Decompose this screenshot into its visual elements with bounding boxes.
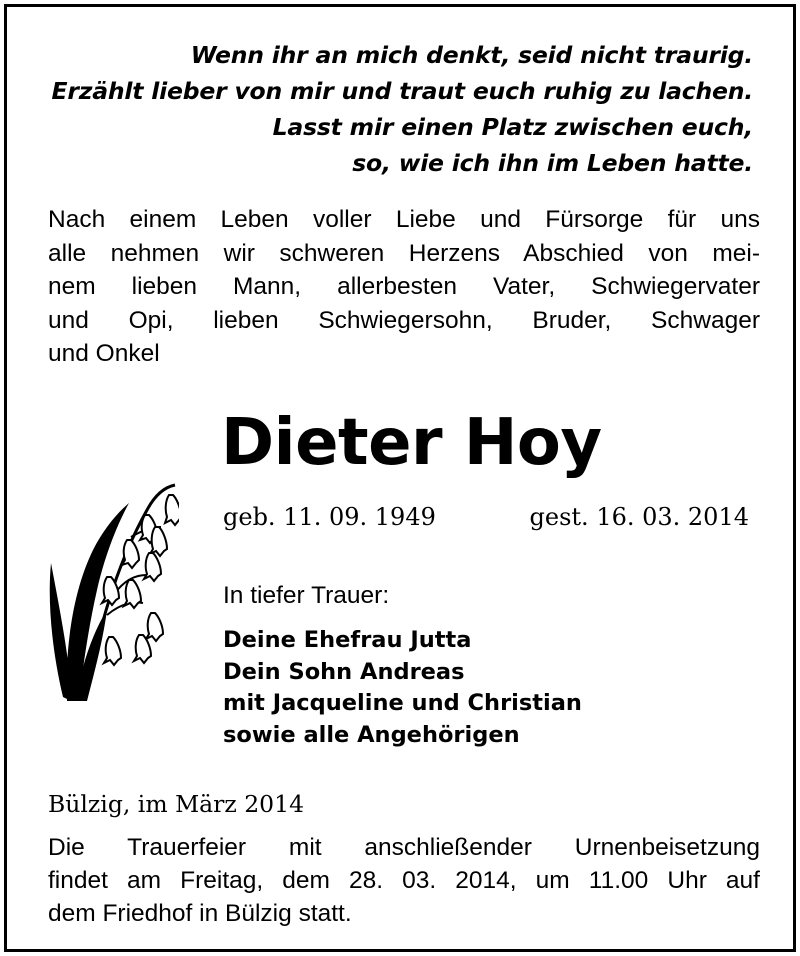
place-date: Bülzig, im März 2014: [48, 790, 305, 818]
intro-line: und Onkel: [48, 340, 160, 367]
mourner-line: sowie alle Angehörigen: [223, 721, 520, 748]
poem-line: Lasst mir einen Platz zwischen euch,: [272, 113, 753, 141]
memorial-poem: [33, 37, 753, 181]
intro-line: nem lieben Mann, allerbesten Vater, Schwiegervater: [48, 273, 760, 300]
deceased-name: Dieter Hoy: [221, 406, 602, 480]
intro-line: alle nehmen wir schweren Herzens Abschied von mei-: [48, 239, 760, 267]
funeral-line: dem Friedhof in Bülzig statt.: [48, 900, 352, 927]
obituary-notice: [4, 4, 796, 952]
mourning-label: In tiefer Trauer:: [223, 582, 390, 609]
intro-text: [48, 203, 760, 371]
mourner-line: Deine Ehefrau Jutta: [223, 627, 472, 653]
lily-of-the-valley-icon: [47, 465, 179, 705]
funeral-line: Die Trauerfeier mit anschließender Urnenbeisetzung: [48, 834, 760, 861]
mourners-list: [223, 625, 582, 751]
poem-line: Erzählt lieber von mir und traut euch ruhig zu lachen.: [51, 77, 753, 105]
poem-line: so, wie ich ihn im Leben hatte.: [352, 149, 753, 177]
intro-line: Nach einem Leben voller Liebe und Fürsorge für uns: [48, 206, 760, 233]
funeral-info: [48, 831, 760, 930]
mourner-line: mit Jacqueline und Christian: [223, 690, 582, 716]
life-dates: [223, 499, 749, 535]
mourner-line: Dein Sohn Andreas: [223, 658, 465, 685]
poem-line: Wenn ihr an mich denkt, seid nicht traurig.: [190, 41, 753, 69]
intro-line: und Opi, lieben Schwiegersohn, Bruder, Schwager: [48, 306, 760, 334]
death-date: gest. 16. 03. 2014: [529, 503, 749, 531]
birth-date: geb. 11. 09. 1949: [223, 503, 436, 531]
funeral-line: findet am Freitag, dem 28. 03. 2014, um 11.00 Uhr auf: [48, 867, 760, 894]
